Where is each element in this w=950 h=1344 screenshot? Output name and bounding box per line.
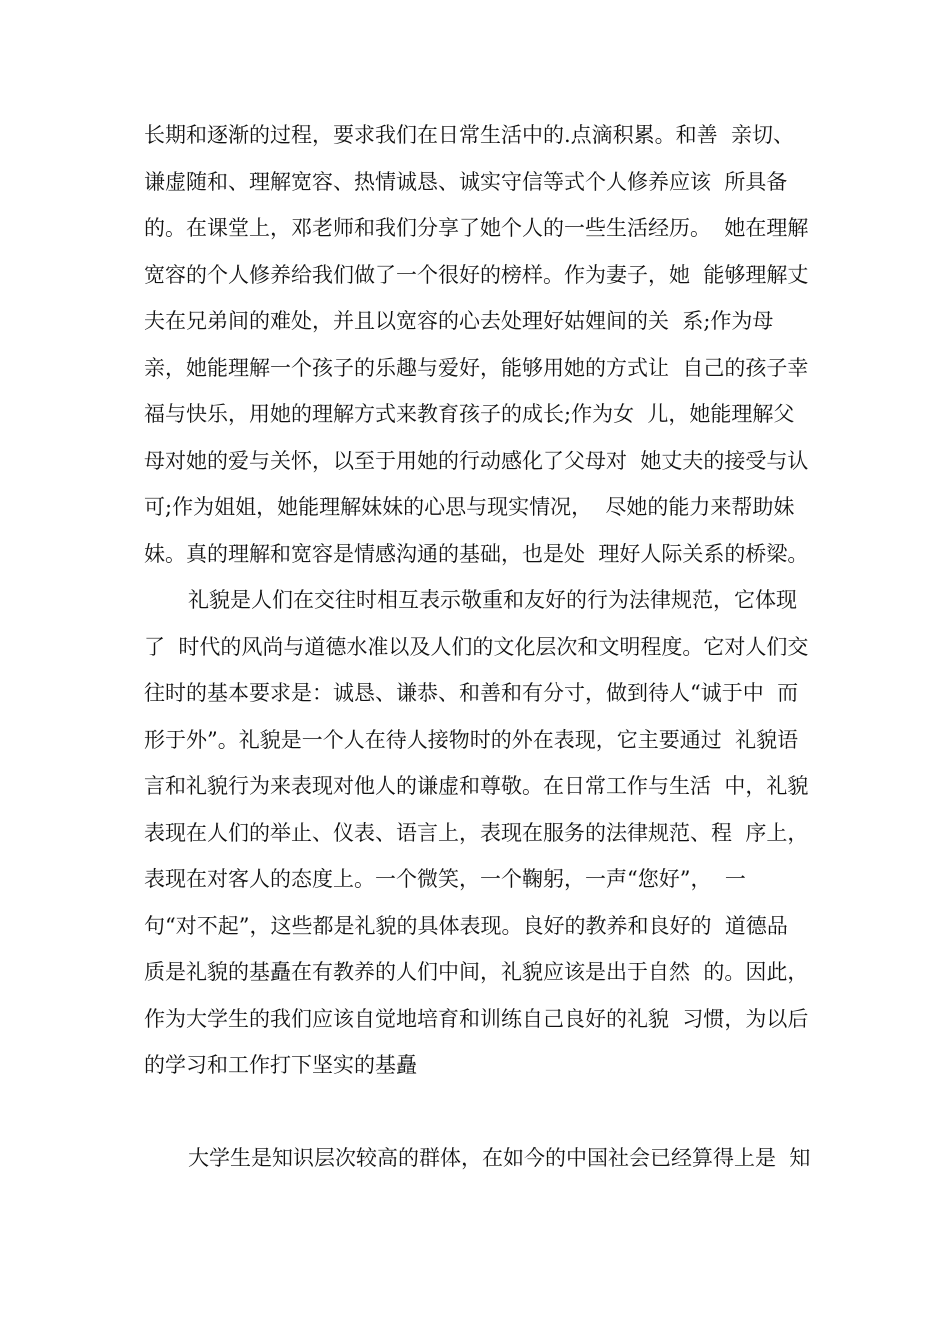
- text-line: 夫在兄弟间的难处，并且以宽容的心去处理好姑娌间的关 系;作为母: [144, 309, 774, 333]
- text-line: 妹。真的理解和宽容是情感沟通的基础，也是处 理好人际关系的桥梁。: [144, 541, 809, 566]
- text-line: 句“对不起”，这些都是礼貌的具体表现。良好的教养和良好的 道德品: [144, 913, 788, 938]
- text-line: 表现在对客人的态度上。一个微笑，一个鞠躬，一声“您好”， 一: [144, 867, 746, 891]
- text-line: 表现在人们的举止、仪表、语言上，表现在服务的法律规范、程 序上，: [144, 820, 809, 845]
- text-line: 形于外”。礼貌是一个人在待人接物时的外在表现，它主要通过 礼貌语: [144, 727, 799, 752]
- text-line: 可;作为姐姐，她能理解妹妹的心思与现实情况， 尽她的能力来帮助妹: [144, 495, 795, 519]
- text-line: 亲，她能理解一个孩子的乐趣与爱好，能够用她的方式让 自己的孩子幸: [144, 355, 809, 380]
- text-line: 谦虚随和、理解宽容、热情诚恳、诚实守信等式个人修养应该 所具备: [144, 169, 788, 194]
- paragraph-2: [144, 577, 824, 1089]
- text-line: 的学习和工作打下坚实的基矗: [144, 1053, 417, 1077]
- text-line: 大学生是知识层次较高的群体，在如今的中国社会已经算得上是 知: [188, 1146, 811, 1170]
- paragraph-3: [144, 1135, 824, 1182]
- text-line: 母对她的爱与关怀，以至于用她的行动感化了父母对 她丈夫的接受与认: [144, 448, 809, 473]
- text-line: 的。在课堂上，邓老师和我们分享了她个人的一些生活经历。 她在理解: [144, 216, 809, 240]
- text-line: 作为大学生的我们应该自觉地培育和训练自己良好的礼貌 习惯，为以后: [144, 1006, 809, 1031]
- text-line: 言和礼貌行为来表现对他人的谦虚和尊敬。在日常工作与生活 中，礼貌: [144, 774, 809, 798]
- text-line: 福与快乐，用她的理解方式来教育孩子的成长;作为女 儿，她能理解父: [144, 402, 795, 426]
- text-line: 往时的基本要求是：诚恳、谦恭、和善和有分寸，做到待人“诚于中 而: [144, 681, 799, 705]
- text-line: 长期和逐渐的过程，要求我们在日常生活中的.点滴积累。和善 亲切、: [144, 123, 795, 147]
- text-line: 了 时代的风尚与道德水准以及人们的文化层次和文明程度。它对人们交: [144, 634, 809, 659]
- text-line: 宽容的个人修养给我们做了一个很好的榜样。作为妻子，她 能够理解丈: [144, 262, 809, 287]
- paragraph-1: [144, 112, 824, 577]
- text-line: 礼貌是人们在交往时相互表示敬重和友好的行为法律规范，它体现: [188, 588, 797, 612]
- text-line: 质是礼貌的基矗在有教养的人们中间，礼貌应该是出于自然 的。因此，: [144, 960, 809, 984]
